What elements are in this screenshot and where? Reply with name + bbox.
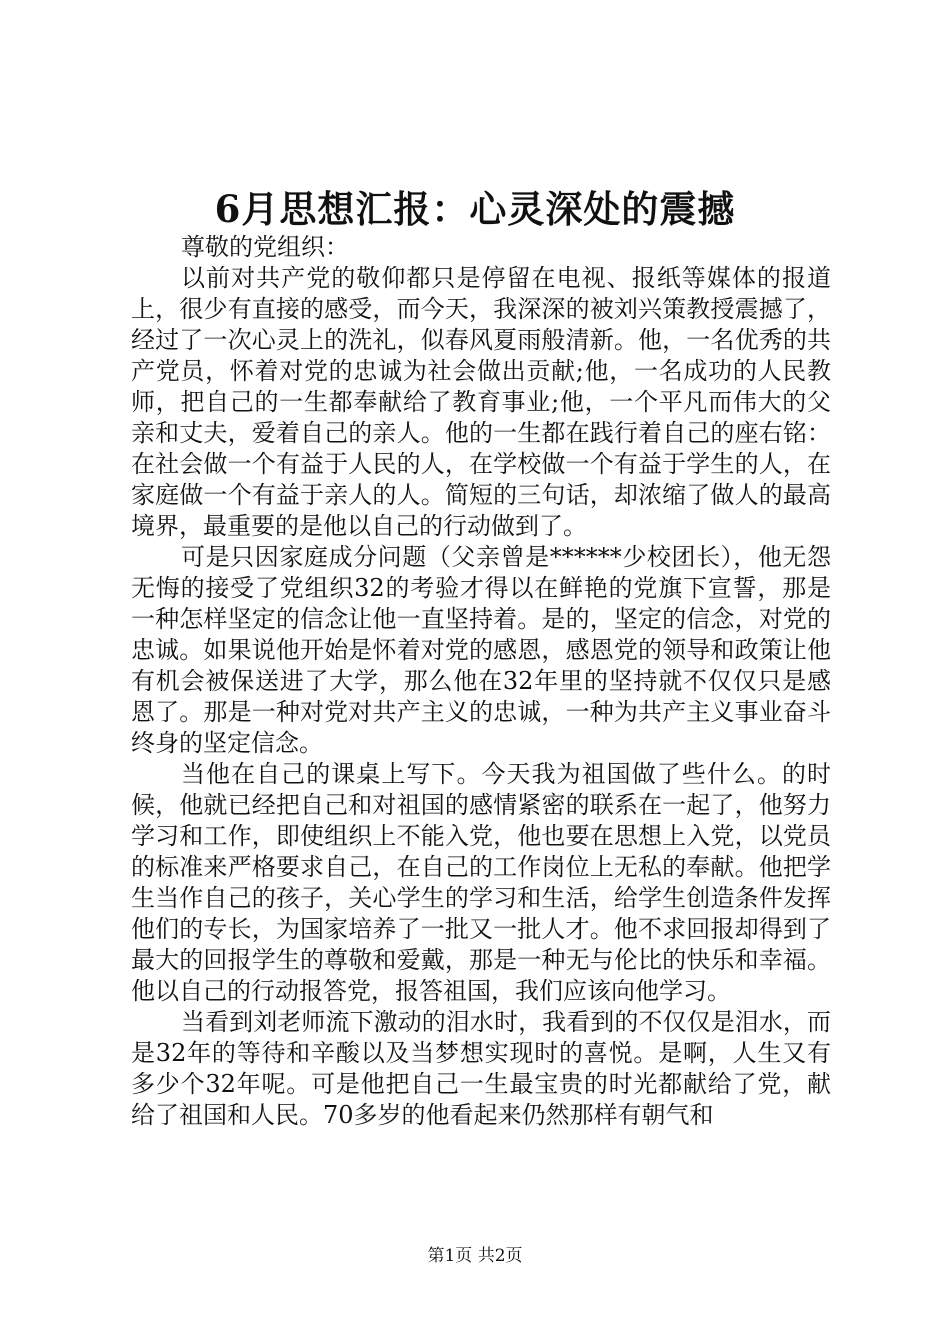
document-body — [131, 232, 831, 1131]
body-paragraph: 当他在自己的课桌上写下。今天我为祖国做了些什么。的时候，他就已经把自己和对祖国的感情紧密的联系在一起了，他努力学习和工作，即使组织上不能入党，他也要在思想上入党，以党员的标准来严格要求自己，在自己的工作岗位上无私的奉献。他把学生当作自己的孩子，关心学生的学习和生活，给学生创造条件发挥他们的专长，为国家培养了一批又一批人才。他不求回报却得到了最大的回报学生的尊敬和爱戴，那是一种无与伦比的快乐和幸福。他以自己的行动报答党，报答祖国，我们应该向他学习。 — [131, 760, 831, 1005]
document-title: 6月思想汇报：心灵深处的震撼 — [214, 187, 736, 231]
body-paragraph: 可是只因家庭成分问题（父亲曾是******少校团长），他无怨无悔的接受了党组织32的考验才得以在鲜艳的党旗下宣誓，那是一种怎样坚定的信念让他一直坚持着。是的，坚定的信念，对党的忠诚。如果说他开始是怀着对党的感恩，感恩党的领导和政策让他有机会被保送进了大学，那么他在32年里的坚持就不仅仅只是感恩了。那是一种对党对共产主义的忠诚，一种为共产主义事业奋斗终身的坚定信念。 — [131, 543, 831, 757]
salutation: 尊敬的党组织： — [181, 233, 349, 261]
body-paragraph: 当看到刘老师流下激动的泪水时，我看到的不仅仅是泪水，而是32年的等待和辛酸以及当梦想实现时的喜悦。是啊，人生又有多少个32年呢。可是他把自己一生最宝贵的时光都献给了党，献给了祖国和人民。70多岁的他看起来仍然那样有朝气和 — [131, 1008, 831, 1129]
page-number-footer: 第1页 共2页 — [427, 1246, 523, 1266]
body-paragraph: 以前对共产党的敬仰都只是停留在电视、报纸等媒体的报道上，很少有直接的感受，而今天，我深深的被刘兴策教授震撼了，经过了一次心灵上的洗礼，似春风夏雨般清新。他，一名优秀的共产党员，怀着对党的忠诚为社会做出贡献;他，一名成功的人民教师，把自己的一生都奉献给了教育事业;他，一个平凡而伟大的父亲和丈夫，爱着自己的亲人。他的一生都在践行着自己的座右铭：在社会做一个有益于人民的人，在学校做一个有益于学生的人，在家庭做一个有益于亲人的人。简短的三句话，却浓缩了做人的最高境界，最重要的是他以自己的行动做到了。 — [131, 264, 831, 540]
